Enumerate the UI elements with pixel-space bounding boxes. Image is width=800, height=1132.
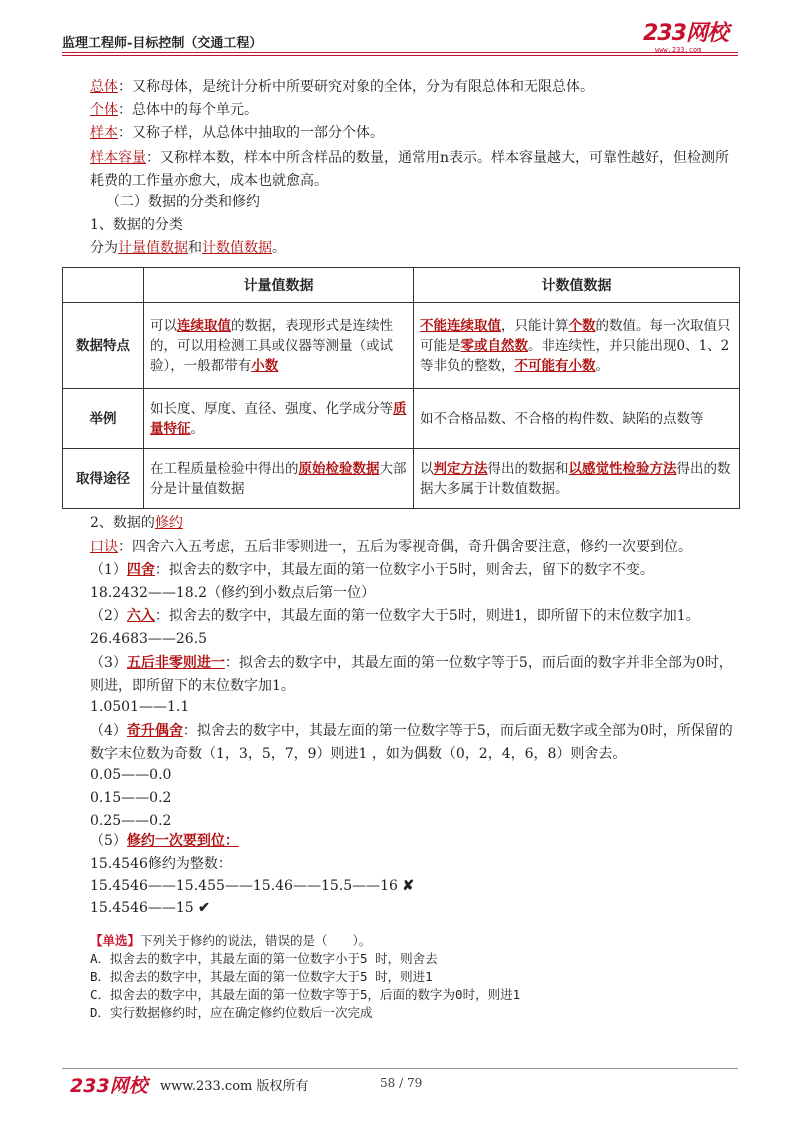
row-header-features: 数据特点 xyxy=(63,303,144,389)
quiz-tag: 【单选】 xyxy=(90,933,141,948)
logo-url: www.233.com xyxy=(655,46,702,54)
footer-logo[interactable]: 233网校 xyxy=(70,1075,148,1097)
footer-copyright: www.233.com 版权所有 xyxy=(160,1079,309,1094)
rule-3-example: 1.0501——1.1 xyxy=(90,699,190,715)
footer-rule xyxy=(62,1068,738,1069)
col-header-count: 计数值数据 xyxy=(414,268,740,303)
rule-2-example: 26.4683——26.5 xyxy=(90,631,208,647)
check-icon: ✔ xyxy=(198,900,210,916)
rounding-mnemonic: 口诀：四舍六入五考虑，五后非零则进一，五后为零视奇偶，奇升偶舍要注意，修约一次要到位。 xyxy=(90,539,692,555)
table-row xyxy=(63,449,740,509)
cell-count-source: 以判定方法得出的数据和以感觉性检验方法得出的数据大多属于计数值数据。 xyxy=(414,449,740,509)
rule-5-example-0: 15.4546修约为整数： xyxy=(90,856,232,872)
def-population: 总体：又称母体，是统计分析中所要研究对象的全体，分为有限总体和无限总体。 xyxy=(90,79,594,95)
subsection-rounding: 2、数据的修约 xyxy=(90,515,183,531)
header-rule xyxy=(62,52,738,53)
header-rule-thin xyxy=(62,55,738,56)
cell-measurement-features: 可以连续取值的数据，表现形式是连续性的，可以用检测工具或仪器等测量（或试验），一般都带有小数 xyxy=(144,303,414,389)
brand-logo[interactable] xyxy=(643,22,743,54)
rule-1: （1）四舍：拟舍去的数字中，其最左面的第一位数字小于5时，则舍去，留下的数字不变。 xyxy=(90,562,654,578)
term-sample-size: 样本容量 xyxy=(90,150,146,166)
quiz-option-c[interactable]: C．拟舍去的数字中，其最左面的第一位数字等于5，后面的数字为0时，则进1 xyxy=(90,987,521,1002)
rule-5: （5）修约一次要到位： xyxy=(90,833,239,849)
quiz-question: 【单选】下列关于修约的说法，错误的是（ ）。 xyxy=(90,933,372,948)
rule-5-example-2: 15.4546——15 ✔ xyxy=(90,900,210,916)
subsection-classification: 1、数据的分类 xyxy=(90,217,183,233)
rule-4: （4）奇升偶舍：拟舍去的数字中，其最左面的第一位数字等于5，而后面无数字或全部为0时，所保留的数字末位数为奇数（1，3，5，7，9）则进1 ，如为偶数（0，2，4，6，8）则舍去。 xyxy=(90,723,733,762)
def-individual: 个体：总体中的每个单元。 xyxy=(90,102,258,118)
rule-4-example-3: 0.25——0.2 xyxy=(90,813,172,829)
cell-measurement-source: 在工程质量检验中得出的原始检验数据大部分是计量值数据 xyxy=(144,449,414,509)
rule-5-example-1: 15.4546——15.455——15.46——15.5——16 ✘ xyxy=(90,878,415,894)
header-title: 监理工程师-目标控制（交通工程） xyxy=(62,36,263,51)
rule-2: （2）六入：拟舍去的数字中，其最左面的第一位数字大于5时，则进1，即所留下的末位数字加1。 xyxy=(90,608,700,624)
term-individual: 个体 xyxy=(90,102,118,118)
table-row xyxy=(63,389,740,449)
page-number: 58 / 79 xyxy=(380,1076,423,1090)
classification-intro: 分为计量值数据和计数值数据。 xyxy=(90,240,286,256)
def-sample: 样本：又称子样，从总体中抽取的一部分个体。 xyxy=(90,125,384,141)
term-sample: 样本 xyxy=(90,125,118,141)
table-row xyxy=(63,303,740,389)
logo-text: 233网校 xyxy=(643,21,728,46)
cell-count-examples: 如不合格品数、不合格的构件数、缺陷的点数等 xyxy=(414,389,740,449)
rule-4-example-2: 0.15——0.2 xyxy=(90,790,172,806)
table-header-row xyxy=(63,268,740,303)
data-type-table xyxy=(62,267,740,509)
quiz-option-d[interactable]: D．实行数据修约时，应在确定修约位数后一次完成 xyxy=(90,1005,373,1020)
cell-measurement-examples: 如长度、厚度、直径、强度、化学成分等质量特征。 xyxy=(144,389,414,449)
table-corner xyxy=(63,268,144,303)
rule-1-example: 18.2432——18.2（修约到小数点后第一位） xyxy=(90,585,376,601)
def-sample-size: 样本容量：又称样本数，样本中所含样品的数量，通常用n表示。样本容量越大，可靠性越好，但检测所耗费的工作量亦愈大，成本也就愈高。 xyxy=(90,150,730,189)
row-header-examples: 举例 xyxy=(63,389,144,449)
rule-4-example-1: 0.05——0.0 xyxy=(90,767,172,783)
section-title: （二）数据的分类和修约 xyxy=(106,194,260,210)
quiz-option-b[interactable]: B．拟舍去的数字中，其最左面的第一位数字大于5 时，则进1 xyxy=(90,969,433,984)
col-header-measurement: 计量值数据 xyxy=(144,268,414,303)
wrong-icon: ✘ xyxy=(402,878,415,894)
quiz-option-a[interactable]: A．拟舍去的数字中，其最左面的第一位数字小于5 时，则舍去 xyxy=(90,951,438,966)
cell-count-features: 不能连续取值，只能计算个数的数值。每一次取值只可能是零或自然数。非连续性，并只能出现0、1、2等非负的整数，不可能有小数。 xyxy=(414,303,740,389)
row-header-source: 取得途径 xyxy=(63,449,144,509)
rule-3: （3）五后非零则进一：拟舍去的数字中，其最左面的第一位数字等于5，而后面的数字并非全部为0时，则进，即所留下的末位数字加1。 xyxy=(90,655,733,694)
term-population: 总体 xyxy=(90,79,118,95)
